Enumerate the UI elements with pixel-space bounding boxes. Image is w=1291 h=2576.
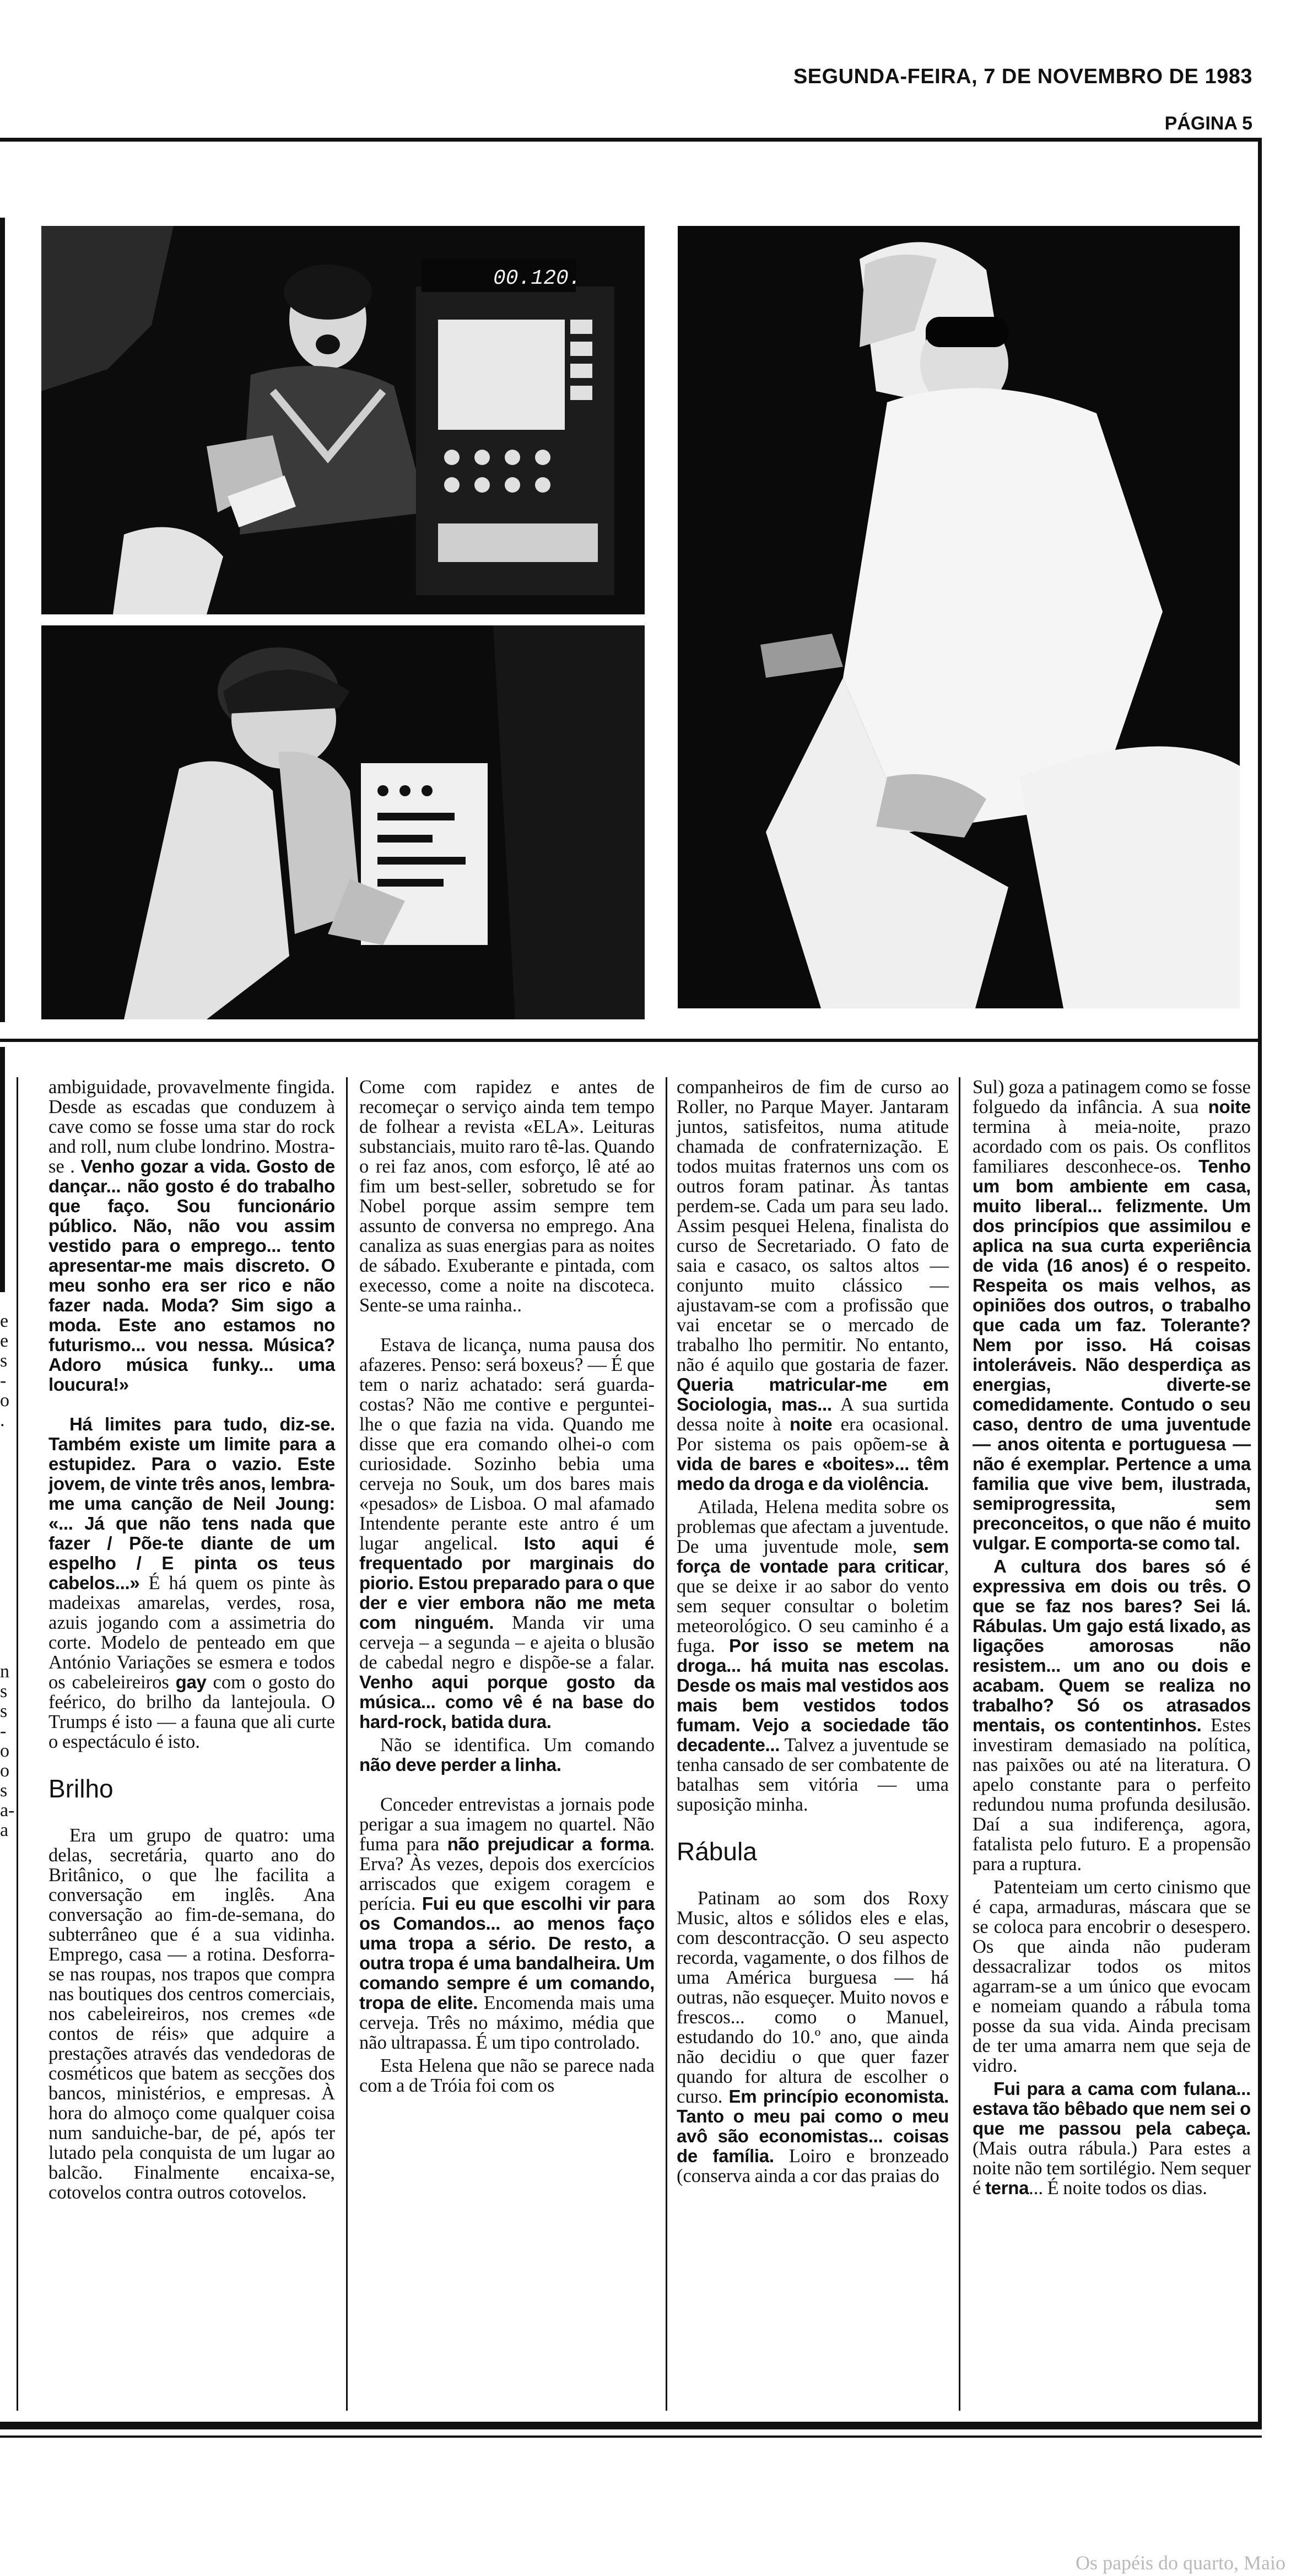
quote-run: Por isso se metem na droga... há muita nas escolas. Desde os mais mal vestidos aos mais bem vestidos todos fumam. Vejo a sociedade tão decadente... — [677, 1635, 949, 1755]
cut-fragment: e — [0, 1331, 9, 1351]
issue-date: SEGUNDA-FEIRA, 7 DE NOVEMBRO DE 1983 — [793, 65, 1252, 88]
column-rule-3 — [959, 1077, 960, 2411]
quote-run: não deve perder a linha. — [359, 1754, 561, 1775]
cut-fragment: s — [0, 1351, 8, 1371]
left-frame-rule-bottom — [0, 1047, 5, 1292]
quote-run: Fui eu que escolhi vir para os Comandos... ao menos faço uma tropa a sério. De resto, a outra tropa é uma bandalheira. Um comando sempre é um comando, tropa de elite. — [359, 1893, 655, 2013]
photo-boy-machine — [41, 625, 645, 1019]
text-run: ambiguidade, provavelmente fingida. Desde as escadas que conduzem à cave como se fosse uma star do rock and roll, num clube londrino. Mostra-se . — [48, 1077, 335, 1177]
text-run: Atilada, Helena medita sobre os problemas que afectam a juventude. De uma juventude mole, — [677, 1497, 949, 1557]
article-column-2 — [359, 1077, 655, 2099]
right-frame-rule — [1258, 138, 1262, 2424]
photo-bottom-rule — [0, 1039, 1262, 1042]
quote-run: Tenho um bom ambiente em casa, muito liberal... felizmente. Um dos princípios que assimilou e aplica na sua curta experiência de vida (16 anos) é o respeito. Respeita os mais velhos, as opiniões dos outros, o trabalho que cada um faz. Tolerante? Nem por isso. Há coisas intoleráveis. Não desperdiça as energias, diverte-se comedidamente. Contudo o seu caso, dentro de uma juventude — anos oitenta e portuguesa — não é exemplar. Pertence a uma familia que vive bem, ilustrada, semiprogressita, sem preconceitos, o que não é muito vulgar. E comporta-se como tal. — [973, 1156, 1251, 1553]
text-run: Estava de licança, numa pausa dos afazeres. Penso: será boxeus? — É que tem o nariz achatado: será guarda-costas? Não me contive e perguntei-lhe o que fazia na vida. Quando me disse que era comando olhei-o com curiosidade. Sozinho bebia uma cerveja no Souk, um dos bares mais «pesados» de Lisboa. O mal afamado Intendente perante este antro é um lugar angelical. — [359, 1335, 655, 1554]
paragraph: Esta Helena que não se parece nada com a de Tróia foi com os — [359, 2055, 655, 2096]
cut-fragment: o — [0, 1390, 9, 1411]
quote-run: A cultura dos bares só é expressiva em dois ou três. O que se faz nos bares? Sei lá. Rábulas. Um gajo está lixado, as ligações amorosas não resistem... um ano ou dois e acabam. Quem se realiza no trabalho? Só os atrasados mentais, os contentinhos. — [973, 1556, 1251, 1735]
cut-fragment: - — [0, 1370, 7, 1391]
text-run: . Erva? Às vezes, depois dos exercícios arriscados que exigem coragem e perícia. — [359, 1834, 655, 1914]
text-run: Não se identifica. Um comando — [380, 1735, 655, 1756]
article-column-1 — [48, 1077, 335, 2206]
photo-boy-illustration — [41, 625, 645, 1019]
cut-column — [0, 1311, 15, 1840]
column-rule-2 — [666, 1077, 667, 2411]
top-rule — [0, 138, 1262, 142]
text-run: ... É noite todos os dias. — [1029, 2178, 1207, 2199]
quote-run: Há limites para tudo, diz-se. Também existe um limite para a estupidez. Para o vazio. Este jovem, de vinte três anos, lembra-me uma canção de Neil Joung: «... Já que não tens nada que fazer / Põe-te diante de um espelho / E pinta os teus cabelos...» — [48, 1414, 335, 1593]
paragraph — [973, 1557, 1251, 1874]
text-run: terna — [985, 2178, 1029, 2198]
paragraph: Patenteiam um certo cinismo que é capa, armaduras, máscara que se se coloca para encobrir o desespero. Os que ainda não puderam dessacralizar todos os mitos agarram-se a um único que evocam e nomeiam quando a rábula toma posse da sua vida. Ainda precisam de ter uma amarra nem que seja de vidro. — [973, 1877, 1251, 2076]
text-run: É há quem os pinte às madeixas amarelas, verdes, rosa, azuis jogando com a assimetria do corte. Modelo de penteado em que António Variações se esmera e todos os cabeleireiros — [48, 1573, 335, 1693]
cut-fragment: o — [0, 1741, 9, 1761]
paragraph — [359, 1795, 655, 2053]
article-column-3 — [677, 1077, 949, 2189]
column-rule-0 — [17, 1077, 18, 2411]
photo-jukebox-illustration — [41, 226, 645, 614]
paragraph: Era um grupo de quatro: uma delas, secretária, quarto ano do Britânico, o que lhe facilita a conversação em inglês. Ana conversação ao fim-de-semana, do subterrâneo que é a sua vidinha. Emprego, casa — a rotina. Desforra-se nas roupas, nos trapos que compra nas boutiques dos centros comerciais, nos cabeleireiros, nos cremes «de contos de réis» que adquire a prestações através das vendedoras de cosméticos que batem as secções dos bancos, ministérios, e empresas. À hora do almoço come qualquer coisa num sanduiche-bar, de pé, após ter lutado pela conquista de um lugar ao balcão. Finalmente encaixa-se, cotovelos contra outros cotovelos. — [48, 1825, 335, 2203]
text-run: Patinam ao som dos Roxy Music, altos e sólidos eles e elas, com descontracção. O seu aspecto recorda, vagamente, o dos filhos de uma América burguesa — há outras, não esqueçer. Muito novos e frescos... como o Manuel, estudando do 10.º ano, que ainda não decidiu o que quer fazer quando for altura de escolher o curso. — [677, 1888, 949, 2107]
text-run: com o gosto do feérico, do brilho da lantejoula. O Trumps é isto — a fauna que ali curte o espectáculo é isto. — [48, 1672, 335, 1752]
text-run: companheiros de fim de curso ao Roller, no Parque Mayer. Jantaram juntos, satisfeitos, numa atitude chamada de confraternização. E todos muitas fraternos uns com os outros foram patinar. Às tantas perdem-se. Cada um para seu lado. Assim pesquei Helena, finalista do curso de Secretariado. O fato de saia e casaco, os saltos altos — conjunto muito clássico — ajustavam-se com a profissão que vai encetar se o mercado de trabalho lho permitir. No entanto, não é aquilo que gostaria de fazer. — [677, 1077, 949, 1375]
quote-run: Isto aqui é frequentado por marginais do piorio. Estou preparado para o que der e vier embora não me meta com ninguém. — [359, 1533, 655, 1633]
quote-run: não prejudicar a forma — [447, 1834, 650, 1854]
subheading-brilho: Brilho — [48, 1774, 114, 1803]
cut-fragment: - — [0, 1721, 7, 1741]
quote-run: Venho aqui porque gosto da música... como vê é na base do hard-rock, batida dura. — [359, 1672, 655, 1732]
paragraph — [48, 1414, 335, 1752]
paragraph — [359, 1335, 655, 1732]
text-run: sem força de vontade para criticar — [677, 1536, 949, 1576]
quote-run: à vida de bares e «boites»... têm medo da droga e da violência. — [677, 1434, 949, 1494]
text-run: , que se deixe ir ao sabor do vento sem sequer consultar o boletim meteorológico. O seu caminho é a fuga. — [677, 1556, 949, 1656]
text-run: noite — [790, 1414, 833, 1434]
cut-fragment: o — [0, 1760, 9, 1781]
quote-run: Queria matricular-me em Sociologia, mas... — [677, 1374, 949, 1414]
paragraph — [677, 1888, 949, 2186]
paragraph — [677, 1497, 949, 1814]
text-run: noite — [1208, 1097, 1251, 1117]
article-column-4 — [973, 1077, 1251, 2201]
photo-girl-sunglasses — [678, 226, 1240, 1008]
text-run: gay — [175, 1672, 207, 1692]
text-run: Manda vir uma cerveja – a segunda – e ajeita o blusão de cabedal negro e dispõe-se a falar. — [359, 1612, 655, 1673]
bottom-rule-thin — [0, 2435, 1262, 2438]
cut-fragment: a- — [0, 1800, 15, 1821]
photo-jukebox-boy — [41, 226, 645, 614]
text-run: A sua surtida dessa noite à — [677, 1394, 949, 1435]
cut-fragment: n — [0, 1661, 9, 1682]
jukebox-display-text: 00.120. — [493, 267, 581, 290]
subheading-rabula: Rábula — [677, 1837, 757, 1866]
text-run: era ocasional. Por sistema os pais opõem-se — [677, 1414, 949, 1455]
paragraph — [359, 1735, 655, 1775]
quote-run: Venho gozar a vida. Gosto de dançar... não gosto é do trabalho que faço. Sou funcionário público. Não, não vou assim vestido para o emprego... tento apresentar-me mais discreto. O meu sonho era ser rico e não fazer nada. Moda? Sim sigo a moda. Este ano estamos no futurismo... vou nessa. Música? Adoro música funky... uma loucura!» — [48, 1156, 335, 1395]
left-frame-rule-top — [0, 218, 5, 1022]
cut-fragment: a — [0, 1820, 9, 1840]
paragraph — [48, 1077, 335, 1395]
cut-fragment: e — [0, 1311, 9, 1331]
cut-fragment: . — [0, 1410, 5, 1430]
text-run: Talvez a juventude se tenha cansado de ser combatente de batalhas sem vitória — uma suposição minha. — [677, 1735, 949, 1815]
scan-watermark: Os papéis do quarto, Maio — [1076, 2552, 1285, 2574]
text-run: Sul) goza a patinagem como se fosse folguedo da infância. A sua — [973, 1077, 1251, 1117]
photo-girl-illustration — [678, 226, 1240, 1008]
paragraph — [973, 1077, 1251, 1553]
cut-fragment: s — [0, 1780, 8, 1801]
text-run: Encomenda mais uma cerveja. Três no máximo, média que não ultrapassa. É um tipo controlado. — [359, 1992, 655, 2053]
text-run: Estes investiram demasiado na política, nas paixões ou até na literatura. O apelo constante para o perfeito redundou numa profunda desilusão. Daí a sua indiferença, agora, fatalista pelo futuro. E a propensão para a ruptura. — [973, 1715, 1251, 1875]
paragraph — [677, 1077, 949, 1494]
text-run: Loiro e bronzeado (conserva ainda a cor das praias do — [677, 2146, 949, 2186]
quote-run: Em princípio economista. Tanto o meu pai como o meu avô são economistas... coisas de família. — [677, 2086, 949, 2166]
text-run: Conceder entrevistas a jornais pode perigar a sua imagem no quartel. Não fuma para — [359, 1794, 655, 1855]
quote-run: Fui para a cama com fulana... estava tão bêbado que nem sei o que me passou pela cabeça. — [973, 2078, 1251, 2138]
bottom-rule-thick — [0, 2422, 1262, 2429]
page-number: PÁGINA 5 — [1164, 113, 1252, 134]
text-run: termina à meia-noite, prazo acordado com os pais. Os conflitos familiares desconhece-os. — [973, 1116, 1251, 1177]
paragraph — [973, 2079, 1251, 2198]
cut-fragment: s — [0, 1701, 8, 1721]
cut-fragment: s — [0, 1681, 8, 1702]
text-run: (Mais outra rábula.) Para estes a noite não tem sortilégio. Nem sequer é — [973, 2138, 1251, 2199]
column-rule-1 — [346, 1077, 348, 2411]
paragraph: Come com rapidez e antes de recomeçar o serviço ainda tem tempo de folhear a revista «ELA». Leituras substanciais, muito raro tê-las. Quando o rei faz anos, com esforço, lê até ao fim um best-seller, sobretudo se for Nobel porque assim sempre tem assunto de conversa no emprego. Ana canaliza as suas energias para as noites de sábado. Exuberante e pintada, com execesso, come a noite na discoteca. Sente-se uma rainha.. — [359, 1077, 655, 1316]
